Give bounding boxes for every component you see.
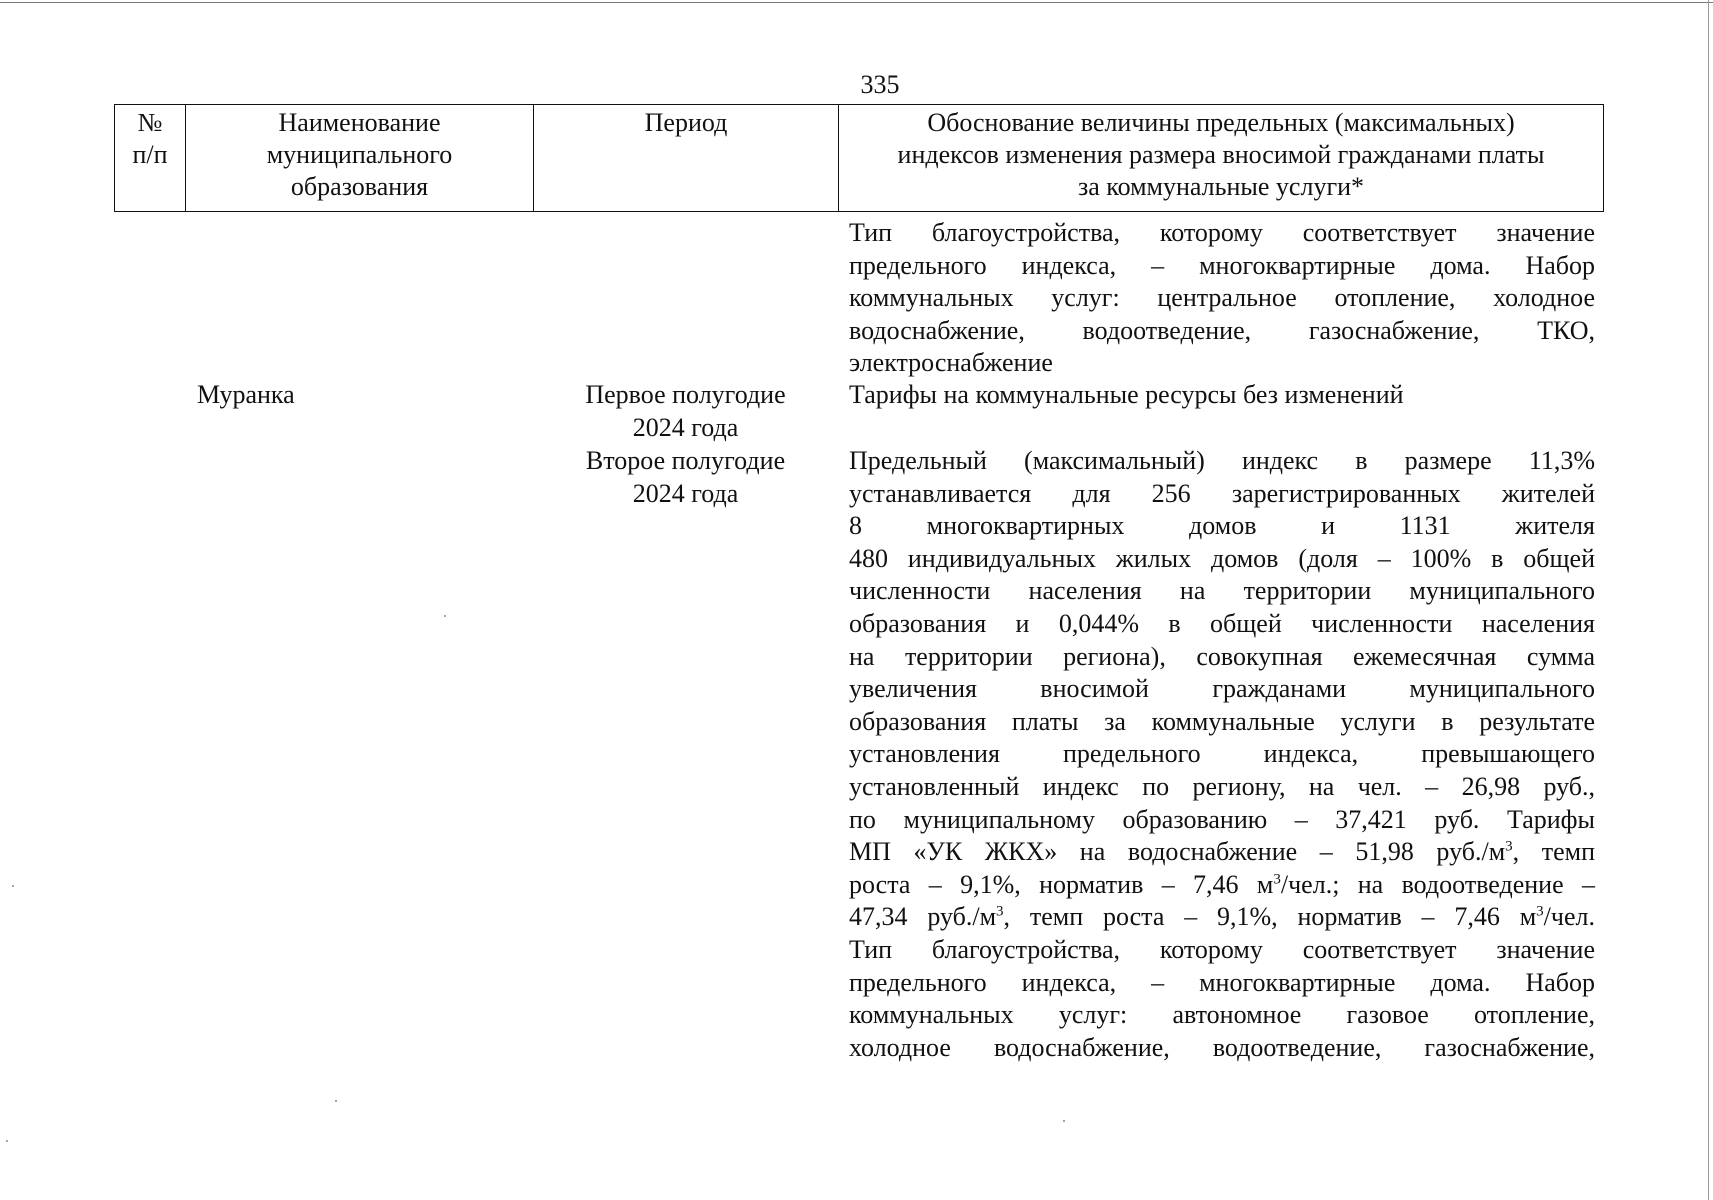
- header-basis: Обоснование величины предельных (максимальных) индексов изменения размера вносимой гражданами платы за коммунальные услуги*: [839, 105, 1604, 212]
- basis-second-half: [849, 445, 1595, 1064]
- text-line: 8 многоквартирных домов и 1131 жителя: [849, 511, 1595, 541]
- text-line: увеличения вносимой гражданами муниципального: [849, 674, 1595, 704]
- scan-speck: [335, 1100, 337, 1102]
- text-line: коммунальных услуг: центральное отопление, холодное: [849, 283, 1595, 313]
- text-line: образования и 0,044% в общей численности населения: [849, 608, 1595, 638]
- text-line: 480 индивидуальных жилых домов (доля – 100% в общей: [849, 543, 1595, 573]
- text-line: предельного индекса, – многоквартирные дома. Набор: [849, 250, 1595, 280]
- scan-speck: [12, 885, 14, 887]
- text-line: Предельный (максимальный) индекс в размере 11,3%: [849, 446, 1595, 475]
- text-line: МП «УК ЖКХ» на водоснабжение – 51,98 $руб./м^3$, темп: [849, 837, 1595, 867]
- text-line: образования платы за коммунальные услуги в результате: [849, 706, 1595, 736]
- scan-edge-top: [0, 2, 1713, 3]
- text-line: устанавливается для 256 зарегистрированных жителей: [849, 478, 1595, 508]
- period-first-half: Первое полугодие 2024 года: [585, 380, 786, 442]
- header-num: № п/п: [115, 105, 186, 212]
- scan-speck: [6, 1140, 8, 1142]
- text-line: роста – 9,1%, норматив – 7,46 $м^3$/чел.; на водоотведение –: [849, 869, 1595, 899]
- scan-speck: [1063, 1120, 1065, 1122]
- municipality-name: Муранка: [197, 380, 295, 409]
- text-line: установленный индекс по региону, на чел. – 26,98 руб.,: [849, 771, 1595, 801]
- text-line: численности населения на территории муниципального: [849, 576, 1595, 606]
- basis-first-half-text: Тарифы на коммунальные ресурсы без изменений: [849, 380, 1404, 409]
- text-line: водоснабжение, водоотведение, газоснабжение, ТКО,: [849, 315, 1595, 345]
- text-line: коммунальных услуг: автономное газовое отопление,: [849, 1000, 1595, 1030]
- header-municipality-name: Наименование муниципального образования: [186, 105, 534, 212]
- scan-speck: [444, 615, 446, 617]
- text-line: Тип благоустройства, которому соответствует значение: [849, 934, 1595, 964]
- text-line: на территории региона), совокупная ежемесячная сумма: [849, 641, 1595, 671]
- basis-first-half: [849, 379, 1595, 412]
- header-row: [115, 105, 1604, 212]
- table-header: [114, 104, 1604, 212]
- text-line: 47,34 $руб./м^3$, темп роста – 9,1%, норматив – 7,46 $м^3$/чел.: [849, 902, 1595, 932]
- page-number: 335: [860, 70, 900, 99]
- period-second-half: Второе полугодие 2024 года: [585, 446, 786, 508]
- text-line: по муниципальному образованию – 37,421 руб. Тарифы: [849, 804, 1595, 834]
- scan-edge-right: [1708, 0, 1709, 1200]
- text-line: предельного индекса, – многоквартирные дома. Набор: [849, 967, 1595, 997]
- header-period: Период: [534, 105, 839, 212]
- continuation-text: [849, 217, 1595, 380]
- text-line: установления предельного индекса, превышающего: [849, 739, 1595, 769]
- text-line: электроснабжение: [849, 348, 1053, 378]
- text-line: Тип благоустройства, которому соответствует значение: [849, 218, 1595, 247]
- text-line: холодное водоснабжение, водоотведение, газоснабжение,: [849, 1032, 1595, 1062]
